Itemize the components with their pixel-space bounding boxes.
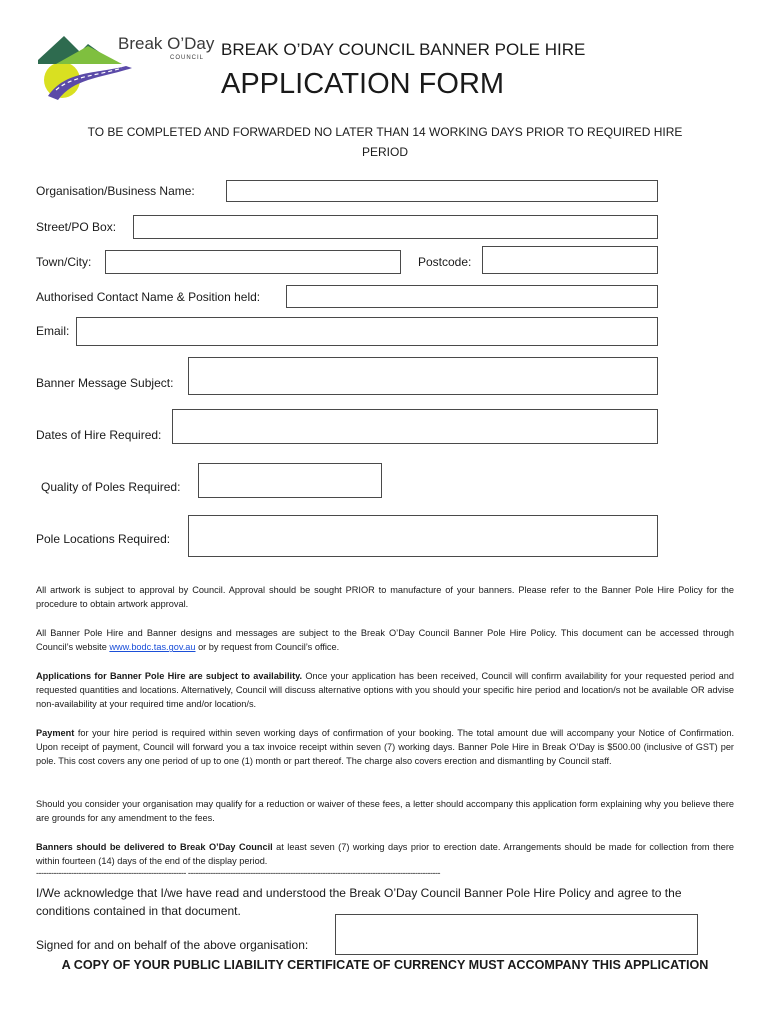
- street-field[interactable]: [133, 215, 658, 239]
- organisation-field[interactable]: [226, 180, 658, 202]
- page-heading: APPLICATION FORM: [221, 68, 505, 100]
- council-website-link[interactable]: www.bodc.tas.gov.au: [109, 642, 196, 653]
- locations-field[interactable]: [188, 515, 658, 557]
- quality-label: Quality of Poles Required:: [41, 480, 181, 494]
- banner-subject-label: Banner Message Subject:: [36, 376, 174, 390]
- signature-label: Signed for and on behalf of the above organisation:: [36, 938, 309, 952]
- deadline-notice-line2: PERIOD: [361, 145, 408, 159]
- council-logo: [36, 30, 216, 106]
- postcode-field[interactable]: [482, 246, 658, 274]
- acknowledgement-line1: I/We acknowledge that I/we have read and understood the Break O’Day Council Banner Pole Hire Policy and agree to the: [36, 886, 682, 900]
- banner-subject-field[interactable]: [188, 357, 658, 395]
- artwork-paragraph: All artwork is subject to approval by Council. Approval should be sought PRIOR to manufacture of your banners. Please refer to the Banner Pole Hire Policy for the procedure to obtain artwork approval.: [36, 585, 734, 610]
- quality-field[interactable]: [198, 463, 382, 498]
- town-label: Town/City:: [36, 255, 92, 269]
- logo-name: Break O’Day: [118, 34, 215, 53]
- contact-field[interactable]: [286, 285, 658, 308]
- logo-subtitle: COUNCIL: [170, 55, 205, 61]
- acknowledgement-line2: conditions contained in that document.: [36, 904, 241, 918]
- postcode-label: Postcode:: [418, 255, 472, 269]
- email-field[interactable]: [76, 317, 658, 346]
- policy-paragraph: All Banner Pole Hire and Banner designs and messages are subject to the Break O’Day Council Banner Pole Hire Policy. This document can be accessed through Council’s website www.bodc.tas.gov.au or by request from Council’s office.: [36, 628, 734, 653]
- locations-label: Pole Locations Required:: [36, 532, 171, 546]
- street-label: Street/PO Box:: [36, 220, 117, 234]
- organisation-label: Organisation/Business Name:: [36, 184, 195, 198]
- email-label: Email:: [36, 324, 70, 338]
- dates-label: Dates of Hire Required:: [36, 428, 162, 442]
- town-field[interactable]: [105, 250, 401, 274]
- deadline-notice-line1: TO BE COMPLETED AND FORWARDED NO LATER THAN 14 WORKING DAYS PRIOR TO REQUIRED HIRE: [87, 125, 683, 139]
- signature-field[interactable]: [335, 914, 698, 955]
- delivery-paragraph: Banners should be delivered to Break O’Day Council at least seven (7) working days prior to erection date. Arrangements should be made for collection from there within fourteen (14) days of the end of the display period.: [36, 842, 734, 867]
- separator-line: ------------------------------------------------------------ -----------------------------------------------------------------------------------------------------: [36, 868, 441, 878]
- dates-field[interactable]: [172, 409, 658, 444]
- availability-paragraph: Applications for Banner Pole Hire are subject to availability. Once your application has been received, Council will confirm availability for your requested period and requested quantities and locations. Alternatively, Council will discuss alternative options with you should your specific hire period and location/s not be available OR advise non-availability at your required time and/or location/s.: [36, 671, 734, 710]
- liability-certificate-notice: A COPY OF YOUR PUBLIC LIABILITY CERTIFICATE OF CURRENCY MUST ACCOMPANY THIS APPLICATION: [61, 958, 709, 972]
- payment-paragraph: Payment for your hire period is required within seven working days of confirmation of your booking. The total amount due will accompany your Notice of Confirmation. Upon receipt of payment, Council will forward you a tax invoice receipt within seven (7) working days. Banner Pole Hire in Break O’Day is $500.00 (inclusive of GST) per pole. This cost covers any one period of up to one (1) month or part thereof. The charge also covers erection and dismantling by Council staff.: [36, 728, 734, 767]
- form-title: BREAK O’DAY COUNCIL BANNER POLE HIRE: [221, 40, 586, 59]
- fee-waiver-paragraph: Should you consider your organisation may qualify for a reduction or waiver of these fees, a letter should accompany this application form explaining why you believe there are grounds for any amendment to the fees.: [36, 799, 734, 824]
- contact-label: Authorised Contact Name & Position held:: [36, 290, 261, 304]
